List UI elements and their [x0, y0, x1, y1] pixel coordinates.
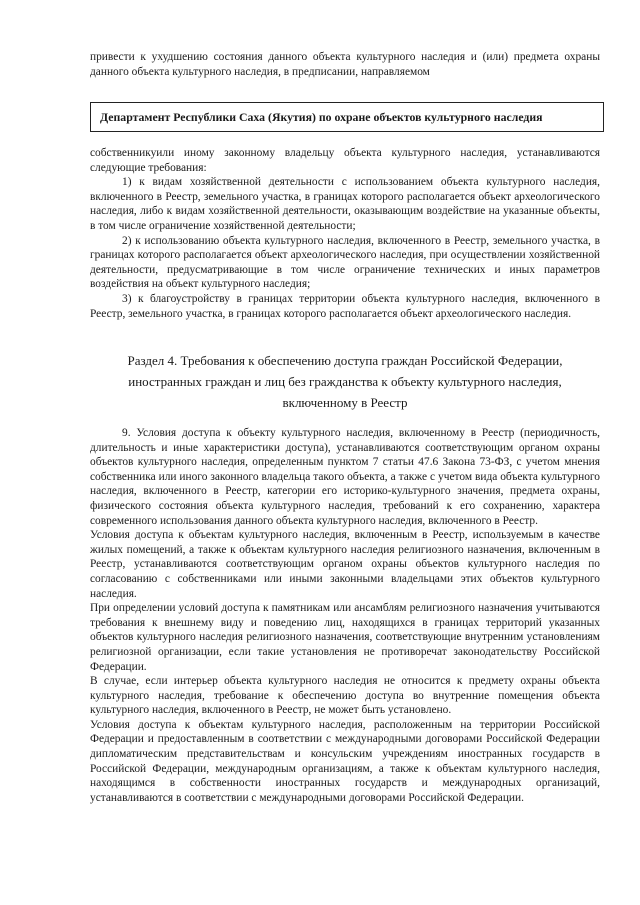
access-paragraph-religious: При определении условий доступа к памятникам или ансамблям религиозного назначения учитываются требования к внешнему виду и поведению лиц, находящихся в границах территорий указанных объектов культурного наследия религиозного назначения, соответствующие внутренним установлениям религиозной организации, если такие установления не противоречат законодательству Российской Федерации. [90, 602, 600, 673]
requirements-lead: собственникуили иному законному владельцу объекта культурного наследия, устанавливаются следующие требования: [90, 147, 600, 174]
access-paragraph-interior: В случае, если интерьер объекта культурного наследия не относится к предмету охраны объекта культурного наследия, требование к обеспечению доступа во внутренние помещения объекта культурного наследия, включенного в Реестр, не может быть установлено. [90, 675, 600, 717]
intro-paragraph [90, 50, 600, 79]
requirement-item-3: 3) к благоустройству в границах территории объекта культурного наследия, включенного в Реестр, земельного участка, в границах которого располагается объект археологического наследия. [90, 292, 600, 320]
section-heading-line-3: включенному в Реестр [282, 395, 408, 410]
section-heading [90, 350, 600, 413]
section-heading-line-2: иностранных граждан и лиц без гражданства к объекту культурного наследия, [128, 374, 562, 389]
access-paragraph-residential: Условия доступа к объектам культурного наследия, включенным в Реестр, используемым в качестве жилых помещений, а также к объектам культурного наследия религиозного назначения, включенным в Реестр, устанавливаются соответствующим органом охраны объектов культурного наследия по согласованию с собственниками или иными законными владельцами этих объектов культурного наследия. [90, 529, 600, 600]
requirements-block [90, 146, 600, 321]
requirement-item-1: 1) к видам хозяйственной деятельности с использованием объекта культурного наследия, включенного в Реестр, земельного участка, в границах которого располагается объект археологического наследия, либо к видам хозяйственной деятельности, оказывающим воздействие на указанные объекты, в том числе ограничение хозяйственной деятельности; [90, 176, 600, 232]
department-name: Департамент Республики Саха (Якутия) по охране объектов культурного наследия [100, 110, 543, 124]
requirement-item-2: 2) к использованию объекта культурного наследия, включенного в Реестр, земельного участка, в границах которого располагается объект археологического наследия, при осуществлении хозяйственной деятельности, предусматривающие в том числе ограничение технических и иных параметров воздействия на объект культурного наследия; [90, 234, 600, 291]
access-conditions-block [90, 426, 600, 805]
department-box [90, 102, 604, 132]
section-heading-line-1: Раздел 4. Требования к обеспечению доступа граждан Российской Федерации, [127, 353, 563, 368]
access-paragraph-international: Условия доступа к объектам культурного наследия, расположенным на территории Российской Федерации и предоставленным в соответствии с международными договорами Российской Федерации дипломатическим представительствам и консульским учреждениям иностранных государств в Российской Федерации, международным организациям, а также к объектам культурного наследия, находящимся в собственности иностранных государств и международных организаций, устанавливаются в соответствии с международными договорами Российской Федерации. [90, 718, 600, 804]
intro-text: привести к ухудшению состояния данного объекта культурного наследия и (или) предмета охраны данного объекта культурного наследия, в предписании, направляемом [90, 51, 600, 78]
access-paragraph-9: 9. Условия доступа к объекту культурного наследия, включенному в Реестр (периодичность, длительность и иные характеристики доступа), устанавливаются соответствующим органом охраны объектов культурного наследия, определенным пунктом 7 статьи 47.6 Закона 73-ФЗ, с учетом мнения собственника или иного законного владельца такого объекта, а также с учетом вида объекта культурного наследия, включенного в Реестр, категории его историко-культурного значения, предмета охраны, физического состояния объекта культурного наследия, требований к его сохранению, характера современного использования данного объекта культурного наследия, включенного в Реестр. [90, 427, 600, 527]
